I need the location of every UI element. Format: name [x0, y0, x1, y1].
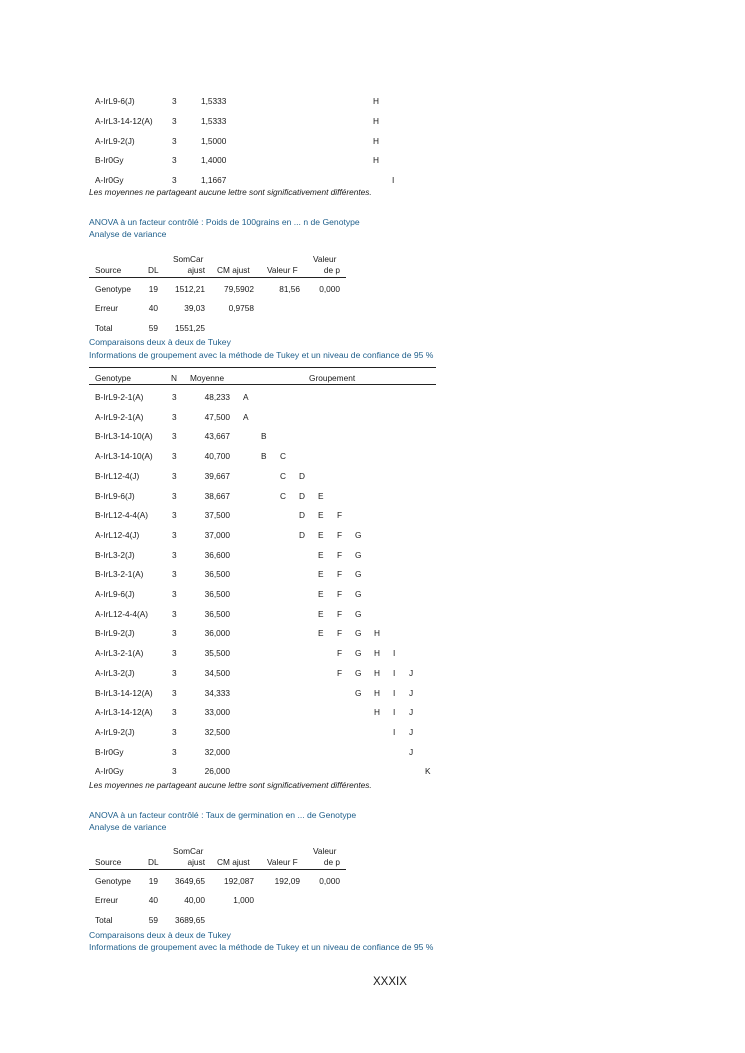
group-letter-d: D	[299, 529, 305, 540]
cm-cell: 0,9758	[228, 303, 254, 313]
dl-cell: 59	[148, 323, 158, 333]
f-value-cell: 81,56	[279, 284, 300, 294]
header-valeur: Valeur	[313, 846, 337, 856]
group-letter-g: G	[355, 529, 362, 540]
anova-title: ANOVA à un facteur contrôlé : Taux de germination en ... de Genotype	[89, 810, 357, 820]
genotype-cell: A-IrL3-14-12(A)	[95, 116, 153, 126]
genotype-cell: A-IrL3-14-12(A)	[95, 707, 153, 718]
group-letter-g: G	[355, 589, 362, 599]
dl-cell: 40	[148, 895, 158, 905]
header-grouping: Groupement	[309, 373, 356, 383]
group-letter-f: F	[337, 589, 343, 599]
n-cell: 3	[172, 648, 177, 659]
n-cell: 3	[172, 116, 177, 126]
n-cell: 3	[172, 431, 177, 442]
mean-cell: 37,500	[204, 510, 230, 521]
mean-cell: 38,667	[204, 490, 230, 501]
source-cell: Erreur	[95, 895, 119, 905]
group-letter-h: H	[374, 648, 380, 659]
group-letter-j: J	[409, 687, 414, 698]
genotype-cell: A-IrL3-2-1(A)	[95, 648, 144, 659]
n-cell: 3	[172, 667, 177, 678]
tukey-grouping-info: Informations de groupement avec la méthode de Tukey et un niveau de confiance de 95 %	[89, 350, 434, 360]
dl-cell: 19	[148, 284, 158, 294]
tukey-comparisons-heading: Comparaisons deux à deux de Tukey	[89, 930, 231, 940]
n-cell: 3	[172, 510, 177, 521]
header-n: N	[171, 373, 177, 383]
group-letter-f: F	[337, 628, 343, 639]
group-letter-j: J	[409, 746, 414, 757]
genotype-cell: B-IrL3-14-10(A)	[95, 431, 153, 442]
n-cell: 3	[172, 746, 177, 757]
group-letter-i: I	[393, 648, 396, 659]
header-cm-ajust: CM ajust	[217, 265, 250, 275]
genotype-cell: A-IrL3-14-10(A)	[95, 451, 153, 462]
group-letter-a: A	[243, 411, 249, 422]
n-cell: 3	[172, 726, 177, 737]
group-letter-g: G	[355, 608, 362, 619]
group-letter-e: E	[318, 569, 324, 580]
group-letter-k: K	[425, 766, 431, 777]
header-ajust: ajust	[187, 265, 205, 275]
genotype-cell: A-IrL9-6(J)	[95, 589, 135, 599]
n-cell: 3	[172, 628, 177, 639]
somcar-cell: 1512,21	[175, 284, 205, 294]
source-cell: Genotype	[95, 284, 131, 294]
mean-cell: 1,4000	[201, 155, 227, 165]
table-top-rule	[89, 367, 436, 368]
mean-cell: 40,700	[204, 451, 230, 462]
group-letter-i: I	[393, 667, 396, 678]
mean-cell: 39,667	[204, 470, 230, 481]
group-letter-c: C	[280, 490, 286, 501]
genotype-cell: B-IrL9-6(J)	[95, 490, 135, 501]
group-letter: H	[373, 96, 379, 106]
header-de-p: de p	[323, 857, 340, 867]
group-letter-f: F	[337, 608, 343, 619]
mean-cell: 36,500	[204, 569, 230, 580]
analysis-of-variance-heading: Analyse de variance	[89, 229, 167, 239]
header-de-p: de p	[323, 265, 340, 275]
header-valeur-f: Valeur F	[267, 265, 298, 275]
source-cell: Genotype	[95, 876, 131, 886]
tukey-grouping-info: Informations de groupement avec la méthode de Tukey et un niveau de confiance de 95 %	[89, 942, 434, 952]
group-letter-e: E	[318, 549, 324, 560]
group-letter-d: D	[299, 490, 305, 501]
f-value-cell: 192,09	[274, 876, 300, 886]
header-bottom-rule	[89, 869, 346, 870]
mean-cell: 1,5000	[201, 136, 227, 146]
genotype-cell: A-Ir0Gy	[95, 766, 124, 777]
dl-cell: 40	[148, 303, 158, 313]
header-valeur-f: Valeur F	[267, 857, 298, 867]
cm-cell: 79,5902	[224, 284, 254, 294]
group-letter-h: H	[374, 707, 380, 718]
source-cell: Total	[95, 323, 113, 333]
header-bottom-rule	[89, 277, 346, 278]
anova-title: ANOVA à un facteur contrôlé : Poids de 100grains en ... n de Genotype	[89, 217, 360, 227]
group-letter-g: G	[355, 628, 362, 639]
group-letter: H	[373, 136, 379, 146]
mean-cell: 32,000	[204, 746, 230, 757]
header-ajust: ajust	[187, 857, 205, 867]
genotype-cell: B-Ir0Gy	[95, 155, 124, 165]
genotype-cell: A-IrL9-6(J)	[95, 96, 135, 106]
tukey-comparisons-heading: Comparaisons deux à deux de Tukey	[89, 337, 231, 347]
n-cell: 3	[172, 96, 177, 106]
mean-cell: 35,500	[204, 648, 230, 659]
genotype-cell: A-IrL12-4-4(A)	[95, 608, 149, 619]
n-cell: 3	[172, 470, 177, 481]
group-letter-c: C	[280, 451, 286, 462]
genotype-cell: A-IrL3-2(J)	[95, 667, 135, 678]
n-cell: 3	[172, 608, 177, 619]
mean-cell: 36,000	[204, 628, 230, 639]
group-letter: I	[392, 175, 395, 185]
group-letter-b: B	[261, 431, 267, 442]
header-valeur: Valeur	[313, 254, 337, 264]
group-letter-f: F	[337, 667, 343, 678]
source-cell: Total	[95, 915, 113, 925]
header-source: Source	[95, 265, 122, 275]
n-cell: 3	[172, 766, 177, 777]
header-genotype: Genotype	[95, 373, 131, 383]
group-letter-h: H	[374, 667, 380, 678]
group-letter: H	[373, 155, 379, 165]
genotype-cell: B-IrL3-2-1(A)	[95, 569, 144, 580]
mean-cell: 47,500	[204, 411, 230, 422]
dl-cell: 59	[148, 915, 158, 925]
mean-cell: 36,500	[204, 608, 230, 619]
n-cell: 3	[172, 451, 177, 462]
group-letter-j: J	[409, 707, 414, 718]
header-mean: Moyenne	[190, 373, 225, 383]
mean-cell: 36,600	[204, 549, 230, 560]
header-somcar: SomCar	[173, 254, 204, 264]
mean-cell: 43,667	[204, 431, 230, 442]
group-letter-f: F	[337, 510, 343, 521]
n-cell: 3	[172, 589, 177, 599]
mean-cell: 1,5333	[201, 96, 227, 106]
header-bottom-rule	[89, 384, 436, 385]
mean-cell: 34,500	[204, 667, 230, 678]
group-letter-a: A	[243, 392, 249, 402]
dl-cell: 19	[148, 876, 158, 886]
group-letter-g: G	[355, 549, 362, 560]
group-letter-g: G	[355, 687, 362, 698]
group-letter-g: G	[355, 667, 362, 678]
header-cm-ajust: CM ajust	[217, 857, 250, 867]
genotype-cell: B-IrL9-2(J)	[95, 628, 135, 639]
n-cell: 3	[172, 411, 177, 422]
group-letter-d: D	[299, 470, 305, 481]
group-letter-f: F	[337, 529, 343, 540]
mean-cell: 37,000	[204, 529, 230, 540]
somcar-cell: 40,00	[184, 895, 205, 905]
group-letter-f: F	[337, 549, 343, 560]
somcar-cell: 3649,65	[175, 876, 205, 886]
genotype-cell: A-IrL12-4(J)	[95, 529, 140, 540]
genotype-cell: B-IrL3-2(J)	[95, 549, 135, 560]
header-dl: DL	[148, 265, 159, 275]
group-letter-i: I	[393, 726, 396, 737]
mean-cell: 1,1667	[201, 175, 227, 185]
n-cell: 3	[172, 490, 177, 501]
mean-cell: 32,500	[204, 726, 230, 737]
group-letter-g: G	[355, 648, 362, 659]
group-letter-g: G	[355, 569, 362, 580]
genotype-cell: B-IrL12-4(J)	[95, 470, 140, 481]
group-letter-i: I	[393, 707, 396, 718]
mean-cell: 34,333	[204, 687, 230, 698]
cm-cell: 1,000	[233, 895, 254, 905]
group-letter-i: I	[393, 687, 396, 698]
group-letter-e: E	[318, 490, 324, 501]
p-value-cell: 0,000	[319, 876, 340, 886]
genotype-cell: B-IrL12-4-4(A)	[95, 510, 149, 521]
n-cell: 3	[172, 155, 177, 165]
group-letter-f: F	[337, 569, 343, 580]
header-dl: DL	[148, 857, 159, 867]
group-letter-f: F	[337, 648, 343, 659]
somcar-cell: 3689,65	[175, 915, 205, 925]
somcar-cell: 39,03	[184, 303, 205, 313]
mean-cell: 48,233	[204, 392, 230, 402]
mean-cell: 26,000	[204, 766, 230, 777]
source-cell: Erreur	[95, 303, 119, 313]
genotype-cell: B-Ir0Gy	[95, 746, 124, 757]
significance-note: Les moyennes ne partageant aucune lettre sont significativement différentes.	[89, 187, 372, 197]
genotype-cell: A-IrL9-2(J)	[95, 726, 135, 737]
group-letter-j: J	[409, 667, 414, 678]
cm-cell: 192,087	[224, 876, 254, 886]
group-letter: H	[373, 116, 379, 126]
p-value-cell: 0,000	[319, 284, 340, 294]
analysis-of-variance-heading: Analyse de variance	[89, 822, 167, 832]
genotype-cell: A-Ir0Gy	[95, 175, 124, 185]
n-cell: 3	[172, 529, 177, 540]
mean-cell: 33,000	[204, 707, 230, 718]
mean-cell: 36,500	[204, 589, 230, 599]
group-letter-h: H	[374, 687, 380, 698]
group-letter-h: H	[374, 628, 380, 639]
group-letter-j: J	[409, 726, 414, 737]
group-letter-b: B	[261, 451, 267, 462]
group-letter-e: E	[318, 628, 324, 639]
header-somcar: SomCar	[173, 846, 204, 856]
significance-note: Les moyennes ne partageant aucune lettre sont significativement différentes.	[89, 780, 372, 790]
group-letter-e: E	[318, 510, 324, 521]
group-letter-e: E	[318, 589, 324, 599]
page-number: XXXIX	[373, 976, 407, 988]
mean-cell: 1,5333	[201, 116, 227, 126]
genotype-cell: A-IrL9-2-1(A)	[95, 411, 144, 422]
group-letter-e: E	[318, 529, 324, 540]
somcar-cell: 1551,25	[175, 323, 205, 333]
header-source: Source	[95, 857, 122, 867]
n-cell: 3	[172, 569, 177, 580]
n-cell: 3	[172, 175, 177, 185]
genotype-cell: B-IrL3-14-12(A)	[95, 687, 153, 698]
group-letter-c: C	[280, 470, 286, 481]
n-cell: 3	[172, 136, 177, 146]
n-cell: 3	[172, 392, 177, 402]
n-cell: 3	[172, 687, 177, 698]
group-letter-e: E	[318, 608, 324, 619]
genotype-cell: B-IrL9-2-1(A)	[95, 392, 144, 402]
group-letter-d: D	[299, 510, 305, 521]
n-cell: 3	[172, 707, 177, 718]
genotype-cell: A-IrL9-2(J)	[95, 136, 135, 146]
n-cell: 3	[172, 549, 177, 560]
